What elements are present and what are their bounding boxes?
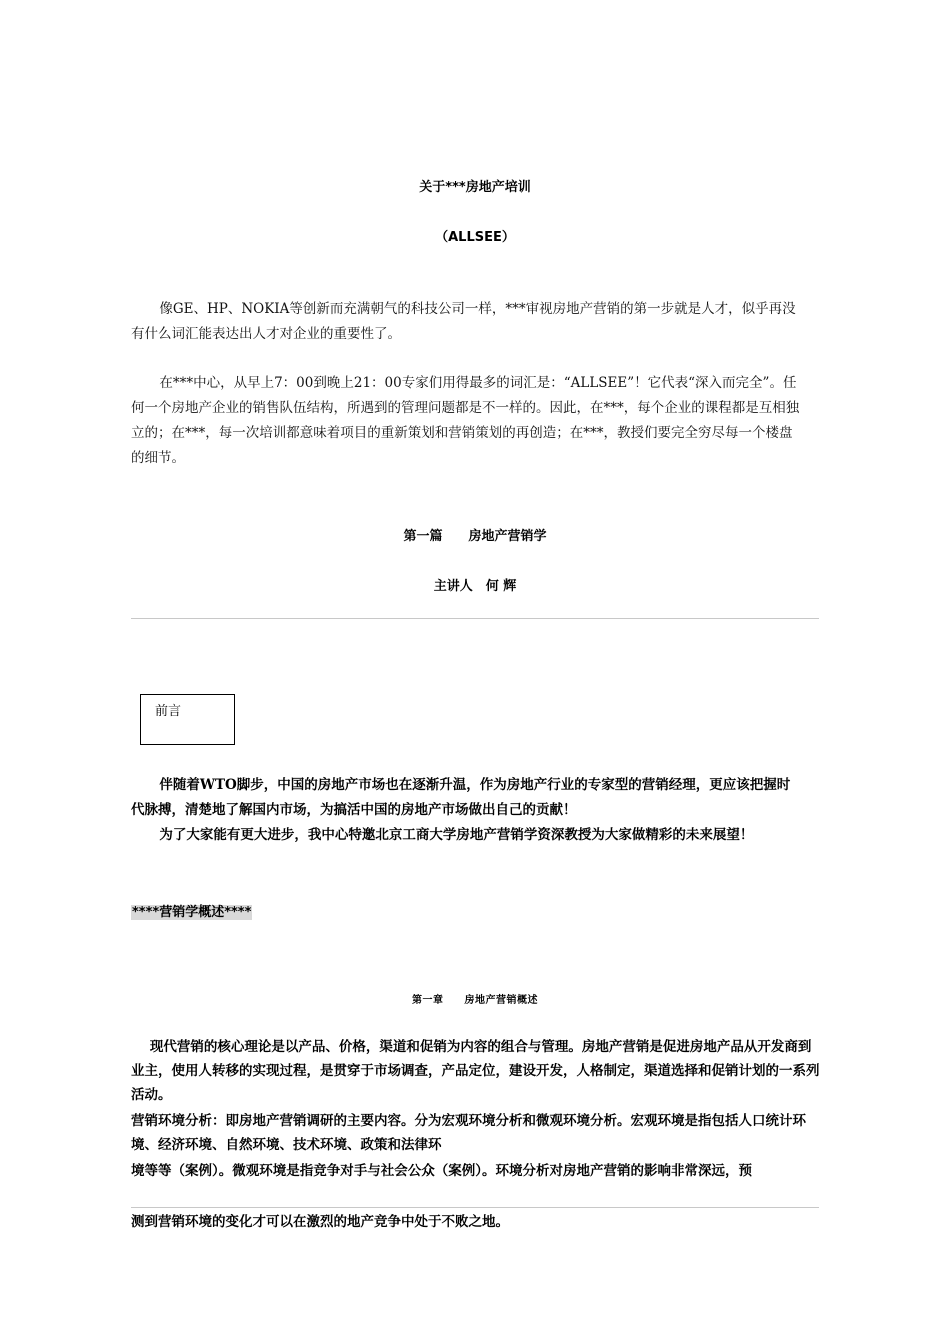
preface-box <box>140 694 235 745</box>
section-divider <box>131 618 819 619</box>
preface-paragraph-1: 伴随着WTO脚步，中国的房地产市场也在逐渐升温，作为房地产行业的专家型的营销经理，更应该把握时代脉搏，清楚地了解国内市场，为搞活中国的房地产市场做出自己的贡献！ <box>131 777 791 818</box>
chapter-paragraph-1: 现代营销的核心理论是以产品、价格，渠道和促销为内容的组合与管理。房地产营销是促进房地产品从开发商到业主，使用人转移的实现过程，是贯穿于市场调查，产品定位，建设开发，人格制定，渠道选择和促销计划的一系列活动。 <box>131 1039 820 1103</box>
part-heading: 第一篇 房地产营销学 <box>403 529 547 544</box>
document-subtitle: （ALLSEE） <box>435 230 515 245</box>
footer-divider <box>131 1207 819 1208</box>
preface-paragraph-2: 为了大家能有更大进步，我中心特邀北京工商大学房地产营销学资深教授为大家做精彩的未来展望！ <box>159 827 754 843</box>
overview-heading-wrapper <box>131 901 252 920</box>
document-title: 关于***房地产培训 <box>419 180 531 195</box>
overview-heading: ****营销学概述**** <box>132 905 252 920</box>
chapter-paragraph-2: 营销环境分析：即房地产营销调研的主要内容。分为宏观环境分析和微观环境分析。宏观环境是指包括人口统计环境、经济环境、自然环境、技术环境、政策和法律环 <box>131 1113 806 1153</box>
intro-paragraph-2: 在***中心，从早上7：00到晚上21：00专家们用得最多的词汇是：“ALLSEE”！它代表“深入而完全”。任何一个房地产企业的销售队伍结构，所遇到的管理问题都是不一样的。因此，在***，每个企业的课程都是互相独立的；在***，每一次培训都意味着项目的重新策划和营销策划的再创造；在***，教授们要完全穷尽每一个楼盘的细节。 <box>131 375 800 466</box>
intro-paragraph-1: 像GE、HP、NOKIA等创新而充满朝气的科技公司一样，***审视房地产营销的第一步就是人才，似乎再没有什么词汇能表达出人才对企业的重要性了。 <box>131 301 796 342</box>
chapter-heading: 第一章 房地产营销概述 <box>412 995 538 1006</box>
chapter-paragraph-4: 测到营销环境的变化才可以在激烈的地产竞争中处于不败之地。 <box>131 1214 509 1230</box>
chapter-paragraph-3: 境等等（案例）。微观环境是指竞争对手与社会公众（案例）。环境分析对房地产营销的影响非常深远，预 <box>131 1163 752 1179</box>
preface-label: 前言 <box>155 704 182 719</box>
lecturer-name: 主讲人 何 辉 <box>433 579 517 594</box>
